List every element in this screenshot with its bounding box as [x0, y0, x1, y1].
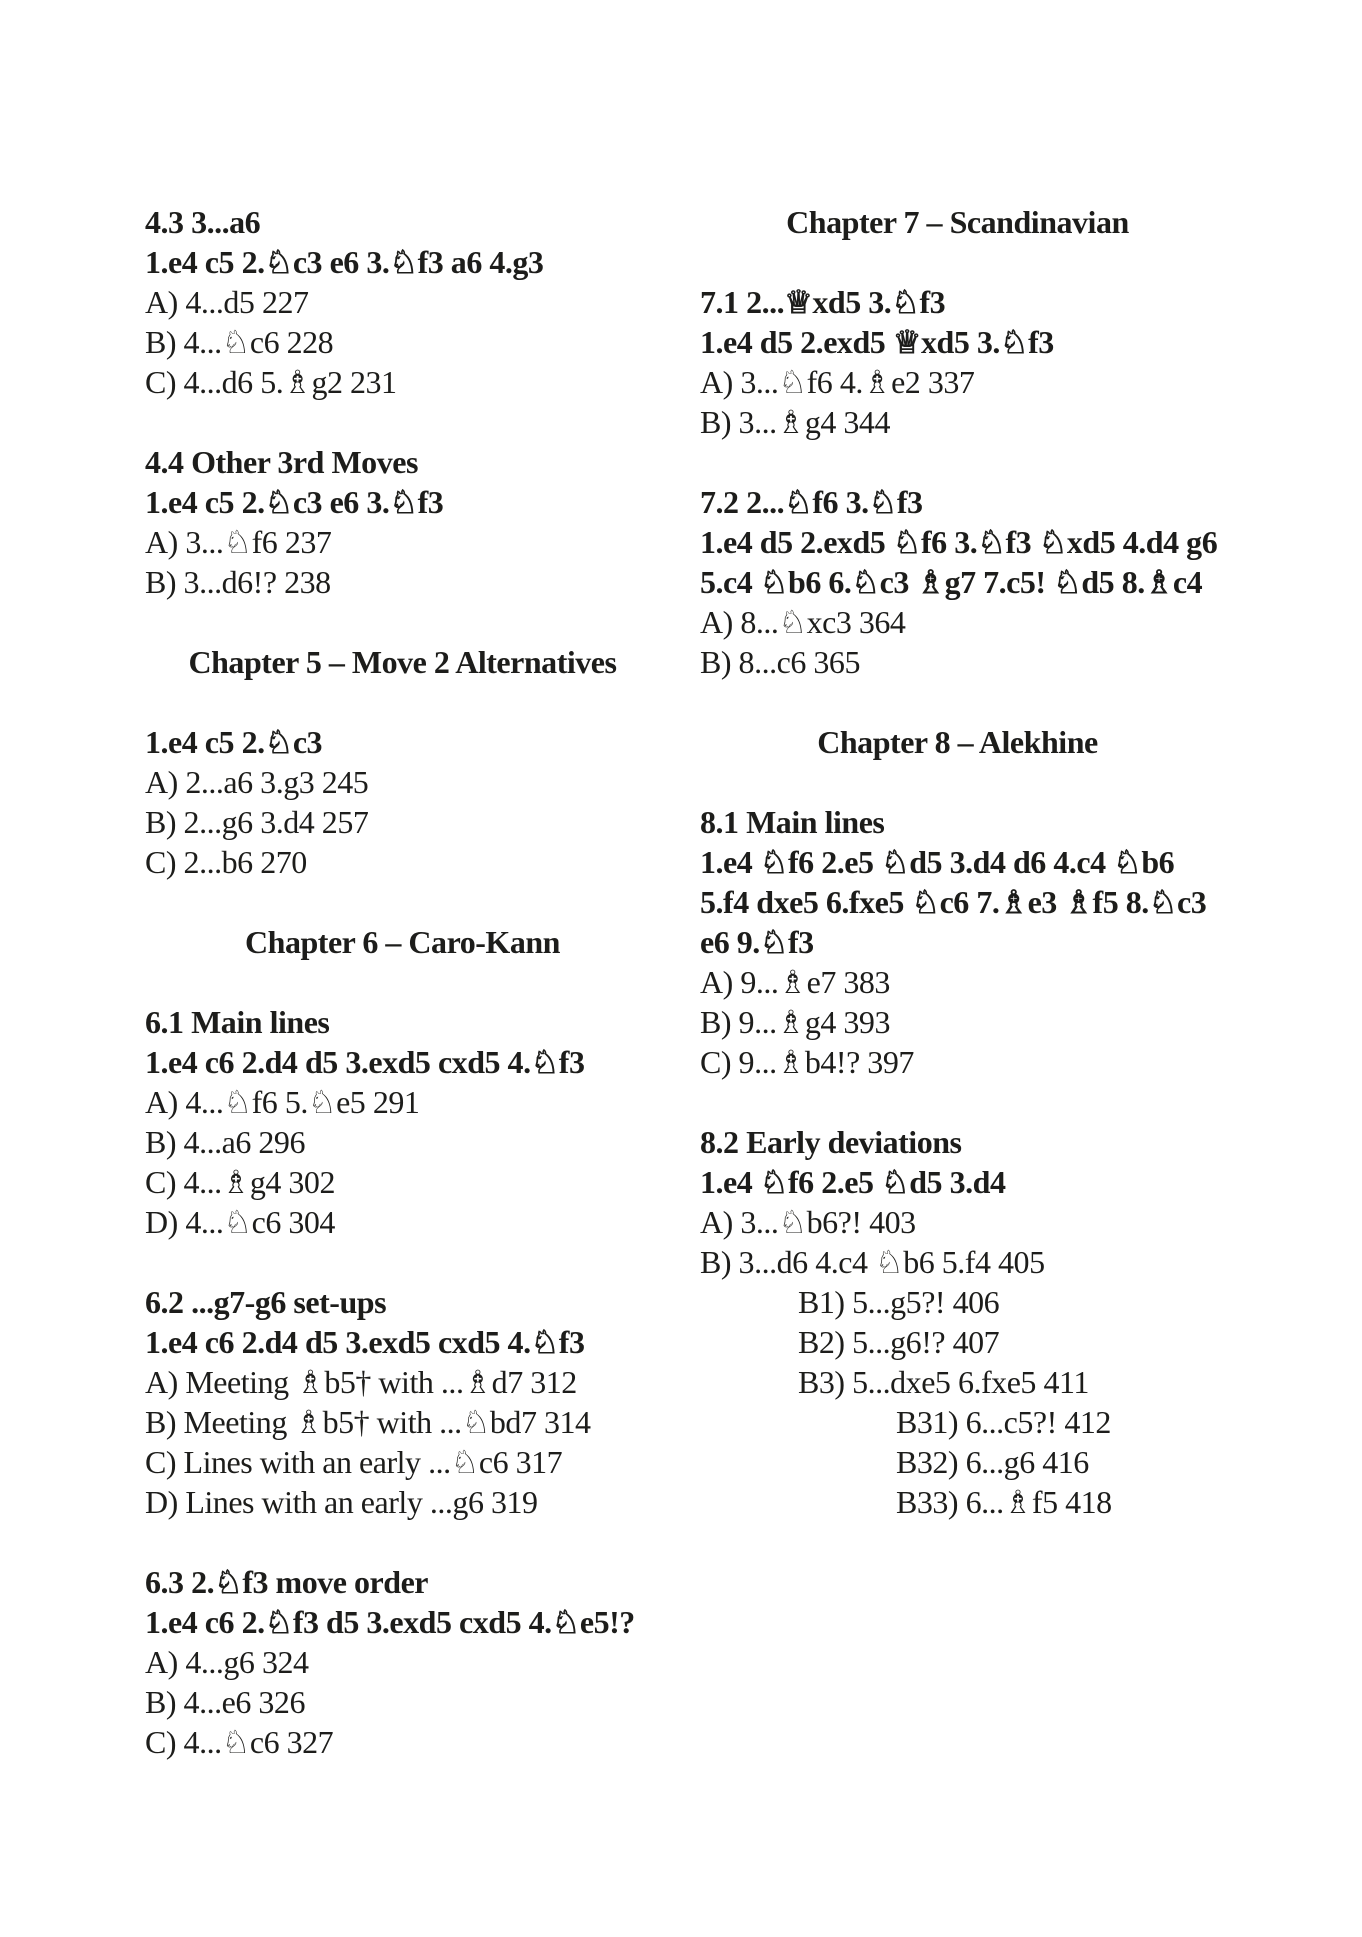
toc-section	[700, 802, 1215, 1082]
variation-moves: e6 9.♘f3	[700, 924, 814, 960]
section-title: 7.1 2...♕xd5 3.♘f3	[700, 284, 946, 320]
toc-item: A) 9...♗e7 383	[700, 964, 890, 1000]
section-title: 4.4 Other 3rd Moves	[145, 444, 418, 480]
toc-item: B3) 5...dxe5 6.fxe5 411	[798, 1364, 1089, 1400]
variation-moves: 1.e4 c5 2.♘c3 e6 3.♘f3 a6 4.g3	[145, 244, 544, 280]
variation-moves: 1.e4 ♘f6 2.e5 ♘d5 3.d4 d6 4.c4 ♘b6	[700, 844, 1175, 880]
toc-item: B2) 5...g6!? 407	[798, 1324, 1000, 1360]
variation-moves: 1.e4 ♘f6 2.e5 ♘d5 3.d4	[700, 1164, 1006, 1200]
toc-item: C) Lines with an early ...♘c6 317	[145, 1444, 563, 1480]
variation-moves: 1.e4 c6 2.d4 d5 3.exd5 cxd5 4.♘f3	[145, 1044, 585, 1080]
toc-item: B) 3...d6!? 238	[145, 564, 331, 600]
toc-item: B) 8...c6 365	[700, 644, 860, 680]
variation-moves: 1.e4 d5 2.exd5 ♕xd5 3.♘f3	[700, 324, 1054, 360]
variation-moves: 1.e4 c6 2.d4 d5 3.exd5 cxd5 4.♘f3	[145, 1324, 585, 1360]
section-title: 8.2 Early deviations	[700, 1124, 962, 1160]
chapter-heading: Chapter 6 – Caro-Kann	[245, 924, 560, 960]
section-title: 6.3 2.♘f3 move order	[145, 1564, 429, 1600]
toc-item: A) Meeting ♗b5† with ...♗d7 312	[145, 1364, 577, 1400]
variation-moves: 5.f4 dxe5 6.fxe5 ♘c6 7.♗e3 ♗f5 8.♘c3	[700, 884, 1207, 920]
chapter-heading-block	[700, 722, 1215, 762]
variation-moves: 1.e4 c5 2.♘c3 e6 3.♘f3	[145, 484, 444, 520]
chapter-heading: Chapter 5 – Move 2 Alternatives	[188, 644, 617, 680]
variation-moves: 5.c4 ♘b6 6.♘c3 ♗g7 7.c5! ♘d5 8.♗c4	[700, 564, 1203, 600]
toc-item: A) 4...♘f6 5.♘e5 291	[145, 1084, 420, 1120]
variation-moves: 1.e4 d5 2.exd5 ♘f6 3.♘f3 ♘xd5 4.d4 g6	[700, 524, 1218, 560]
chapter-heading-block	[145, 922, 660, 962]
chapter-heading: Chapter 7 – Scandinavian	[786, 204, 1129, 240]
toc-section	[700, 1122, 1215, 1522]
toc-item: A) 3...♘f6 237	[145, 524, 332, 560]
toc-item: B1) 5...g5?! 406	[798, 1284, 1000, 1320]
variation-moves: 1.e4 c5 2.♘c3	[145, 724, 323, 760]
toc-item: A) 2...a6 3.g3 245	[145, 764, 369, 800]
toc-item: C) 4...d6 5.♗g2 231	[145, 364, 397, 400]
toc-item: B33) 6...♗f5 418	[896, 1484, 1112, 1520]
toc-item: D) Lines with an early ...g6 319	[145, 1484, 538, 1520]
toc-section	[700, 482, 1218, 682]
toc-item: A) 8...♘xc3 364	[700, 604, 906, 640]
toc-item: D) 4...♘c6 304	[145, 1204, 335, 1240]
toc-item: B) 4...e6 326	[145, 1684, 305, 1720]
toc-item: A) 3...♘f6 4.♗e2 337	[700, 364, 975, 400]
toc-section	[145, 442, 660, 602]
toc-section	[700, 282, 1215, 442]
toc-item: B) 4...♘c6 228	[145, 324, 334, 360]
toc-item: B) 2...g6 3.d4 257	[145, 804, 369, 840]
variation-moves: 1.e4 c6 2.♘f3 d5 3.exd5 cxd5 4.♘e5!?	[145, 1604, 635, 1640]
section-title: 8.1 Main lines	[700, 804, 885, 840]
toc-section	[145, 202, 660, 402]
toc-item: B) 3...♗g4 344	[700, 404, 890, 440]
toc-item: A) 4...d5 227	[145, 284, 309, 320]
toc-item: C) 4...♘c6 327	[145, 1724, 334, 1760]
toc-section	[145, 722, 660, 882]
toc-item: A) 4...g6 324	[145, 1644, 309, 1680]
toc-item: A) 3...♘b6?! 403	[700, 1204, 916, 1240]
section-title: 6.2 ...g7-g6 set-ups	[145, 1284, 387, 1320]
toc-item: C) 4...♗g4 302	[145, 1164, 335, 1200]
chapter-heading-block	[700, 202, 1215, 242]
toc-section	[145, 1002, 660, 1242]
toc-item: B) 3...d6 4.c4 ♘b6 5.f4 405	[700, 1244, 1045, 1280]
toc-column-left	[145, 202, 660, 1802]
chapter-heading-block	[145, 642, 660, 682]
toc-item: B31) 6...c5?! 412	[896, 1404, 1111, 1440]
toc-item: B32) 6...g6 416	[896, 1444, 1089, 1480]
toc-item: B) Meeting ♗b5† with ...♘bd7 314	[145, 1404, 591, 1440]
toc-item: B) 4...a6 296	[145, 1124, 305, 1160]
toc-item: C) 9...♗b4!? 397	[700, 1044, 914, 1080]
chapter-heading: Chapter 8 – Alekhine	[817, 724, 1098, 760]
toc-column-right	[700, 202, 1218, 1562]
section-title: 6.1 Main lines	[145, 1004, 330, 1040]
toc-section	[145, 1282, 660, 1522]
toc-item: C) 2...b6 270	[145, 844, 307, 880]
toc-section	[145, 1562, 660, 1762]
section-title: 4.3 3...a6	[145, 204, 261, 240]
section-title: 7.2 2...♘f6 3.♘f3	[700, 484, 923, 520]
toc-item: B) 9...♗g4 393	[700, 1004, 890, 1040]
